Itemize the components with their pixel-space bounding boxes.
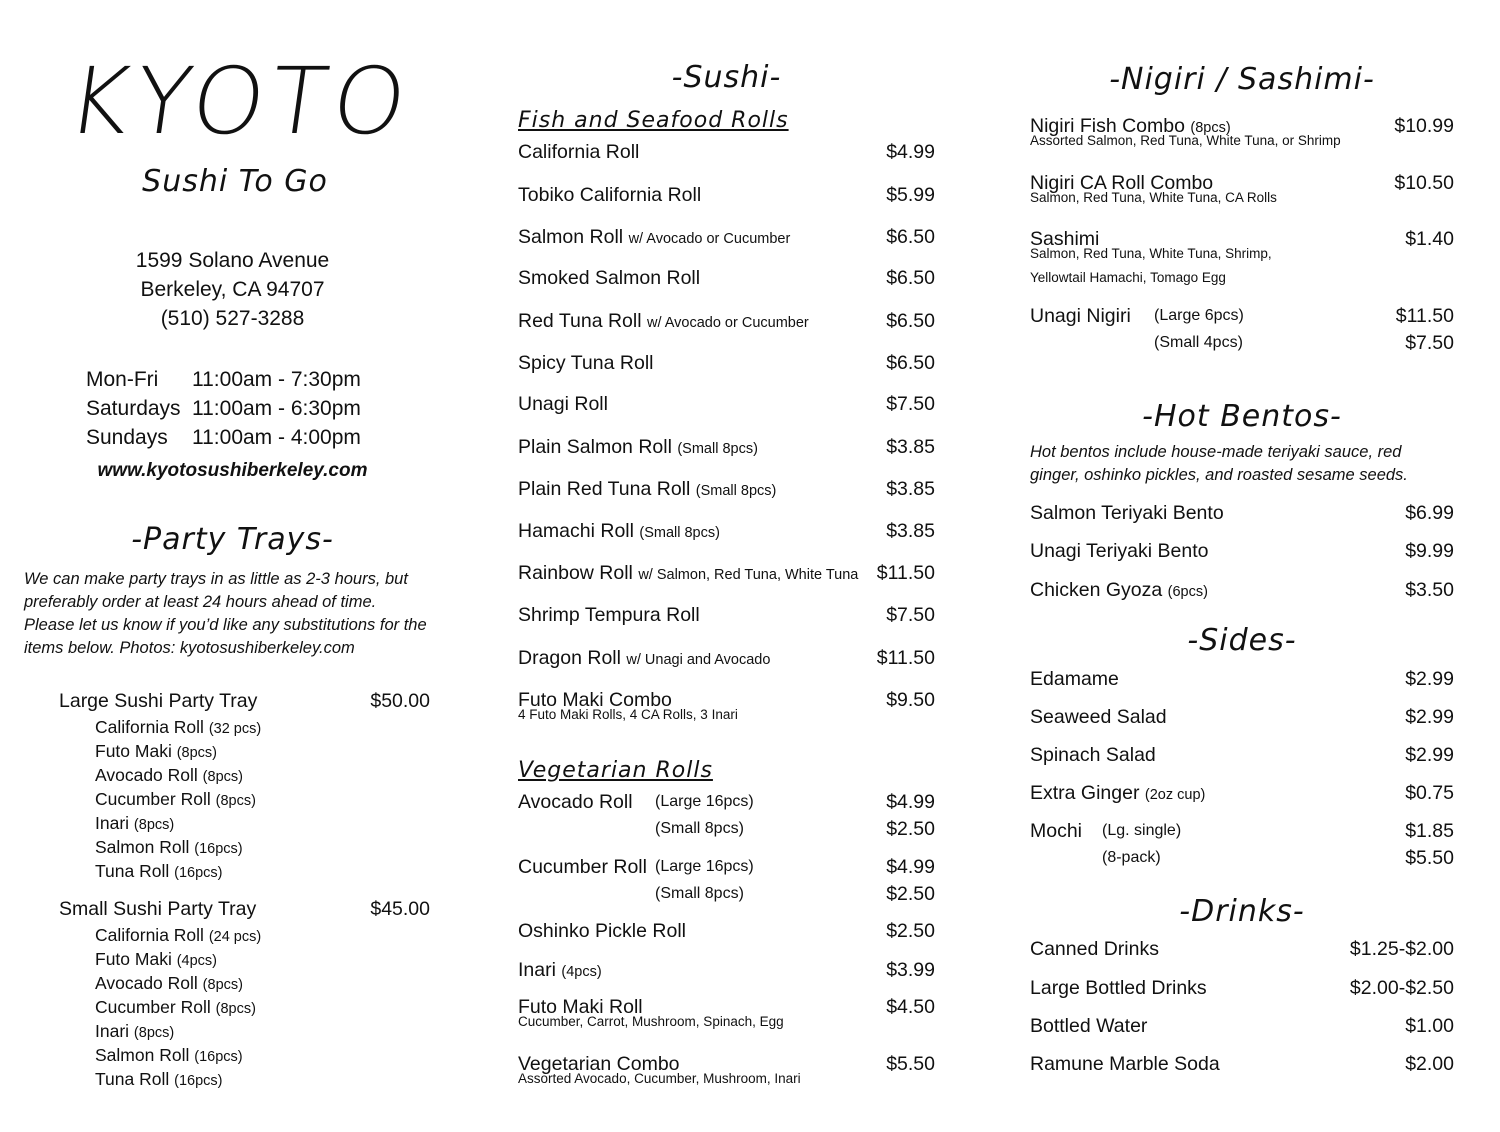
tray-content-item xyxy=(95,715,261,739)
item-price: $5.50 xyxy=(886,1053,935,1075)
item-note: (Small 8pcs) xyxy=(695,483,777,499)
menu-item xyxy=(518,855,935,905)
item-price: $1.00 xyxy=(1405,1015,1454,1037)
item-name: Bottled Water xyxy=(1030,1015,1148,1037)
tray-price: $50.00 xyxy=(370,690,430,712)
restaurant-subtitle: Sushi To Go xyxy=(142,164,328,199)
item-name: Sashimi xyxy=(1030,228,1100,250)
item-name: Ramune Marble Soda xyxy=(1030,1053,1220,1075)
content-name: Salmon Roll xyxy=(95,837,190,857)
tray-name: Large Sushi Party Tray xyxy=(59,690,258,712)
item-price: $11.50 xyxy=(876,562,935,584)
item-name: Seaweed Salad xyxy=(1030,706,1167,728)
item-name: Oshinko Pickle Roll xyxy=(518,920,686,942)
option-price: $4.99 xyxy=(886,791,935,813)
size-option: (Small 4pcs) xyxy=(1154,334,1243,351)
item-price: $6.50 xyxy=(886,310,935,332)
content-name: Tuna Roll xyxy=(95,1069,170,1089)
item-price: $3.50 xyxy=(1405,579,1454,601)
content-note: (8pcs) xyxy=(215,793,256,809)
item-price: $2.50 xyxy=(886,920,935,942)
address-street: 1599 Solano Avenue xyxy=(135,249,330,272)
item-name: Unagi Teriyaki Bento xyxy=(1030,540,1209,562)
content-name: Futo Maki xyxy=(95,741,172,761)
item-note: (Small 8pcs) xyxy=(639,525,720,541)
item-description: Salmon, Red Tuna, White Tuna, CA Rolls xyxy=(1030,190,1277,205)
restaurant-logo: KYOTO xyxy=(61,48,419,155)
content-name: California Roll xyxy=(95,925,204,945)
item-price: $1.40 xyxy=(1405,228,1454,250)
content-name: Futo Maki xyxy=(95,949,172,969)
menu-item xyxy=(518,266,935,290)
description-line: Please let us know if you’d like any substitutions for the xyxy=(24,616,427,634)
menu-item xyxy=(1030,976,1454,1000)
item-name: Large Bottled Drinks xyxy=(1030,977,1207,999)
item-price: $2.00 xyxy=(1405,1053,1454,1075)
menu-item xyxy=(518,351,935,375)
tray-content-item xyxy=(95,947,217,971)
menu-item xyxy=(1030,937,1454,961)
drinks-heading: -Drinks- xyxy=(1179,894,1305,929)
bentos-description xyxy=(1030,441,1408,487)
item-price: $6.50 xyxy=(886,267,935,289)
item-name: Shrimp Tempura Roll xyxy=(518,604,700,626)
menu-item xyxy=(1030,578,1454,602)
item-name: Futo Maki Combo xyxy=(518,689,672,711)
item-description: Salmon, Red Tuna, White Tuna, Shrimp, xyxy=(1030,246,1272,261)
description-line: items below. Photos: kyotosushiberkeley.com xyxy=(24,639,355,657)
item-description: Yellowtail Hamachi, Tomago Egg xyxy=(1030,270,1226,285)
tray-content-item xyxy=(95,995,256,1019)
content-note: (8pcs) xyxy=(133,1025,175,1041)
menu-item xyxy=(1030,819,1454,869)
menu-item xyxy=(518,435,935,459)
size-option: (Lg. single) xyxy=(1102,822,1182,839)
description-line: Hot bentos include house-made teriyaki sauce, red xyxy=(1030,443,1402,461)
hours-time: 11:00am - 4:00pm xyxy=(192,426,361,449)
item-name: Salmon Teriyaki Bento xyxy=(1030,502,1224,524)
item-description: Assorted Avocado, Cucumber, Mushroom, Inari xyxy=(518,1071,801,1086)
item-note: (4pcs) xyxy=(561,964,602,980)
item-price: $2.00-$2.50 xyxy=(1349,977,1454,999)
menu-item xyxy=(1030,501,1454,525)
phone-number: (510) 527-3288 xyxy=(160,307,305,330)
description-line: preferably order at least 24 hours ahead of time. xyxy=(24,593,377,611)
item-price: $9.50 xyxy=(886,689,935,711)
item-price: $3.85 xyxy=(886,520,935,542)
item-note: (8pcs) xyxy=(1190,120,1231,136)
content-note: (8pcs) xyxy=(202,977,243,993)
menu-item xyxy=(518,392,935,416)
hours-time: 11:00am - 6:30pm xyxy=(192,397,361,420)
menu-item xyxy=(518,919,935,943)
item-note: w/ Avocado or Cucumber xyxy=(628,231,791,247)
menu-item xyxy=(518,603,935,627)
size-option: (Large 16pcs) xyxy=(655,858,754,875)
tray-content-item xyxy=(95,739,217,763)
size-option: (Large 6pcs) xyxy=(1154,307,1244,324)
content-note: (16pcs) xyxy=(174,1073,223,1089)
tray-content-item xyxy=(95,811,174,835)
content-name: Cucumber Roll xyxy=(95,997,211,1017)
item-price: $3.85 xyxy=(886,436,935,458)
size-option: (Small 8pcs) xyxy=(655,885,744,902)
website-link[interactable]: www.kyotosushiberkeley.com xyxy=(97,460,368,481)
item-name: Nigiri Fish Combo xyxy=(1030,115,1185,137)
item-name: Extra Ginger xyxy=(1030,782,1140,804)
tray-content-item xyxy=(95,1067,222,1091)
item-price: $4.50 xyxy=(886,996,935,1018)
item-price: $6.99 xyxy=(1405,502,1454,524)
hours-time: 11:00am - 7:30pm xyxy=(192,368,361,391)
item-name: Smoked Salmon Roll xyxy=(518,267,701,289)
nigiri-heading: -Nigiri / Sashimi- xyxy=(1109,62,1375,97)
content-name: Avocado Roll xyxy=(95,765,198,785)
content-name: Cucumber Roll xyxy=(95,789,211,809)
content-note: (32 pcs) xyxy=(208,721,262,737)
content-name: Inari xyxy=(95,813,130,833)
party-trays-description xyxy=(24,568,427,660)
item-name: Rainbow Roll xyxy=(518,562,633,584)
item-name: Mochi xyxy=(1030,820,1083,842)
item-price: $10.50 xyxy=(1394,172,1454,194)
sides-heading: -Sides- xyxy=(1187,623,1297,658)
tray-content-item xyxy=(95,835,243,859)
tray-content-item xyxy=(95,859,222,883)
item-name: Vegetarian Combo xyxy=(518,1053,680,1075)
fish-rolls-subheading: Fish and Seafood Rolls xyxy=(518,108,789,133)
item-note: w/ Avocado or Cucumber xyxy=(647,315,809,331)
content-note: (24 pcs) xyxy=(208,929,262,945)
item-price: $2.99 xyxy=(1405,744,1454,766)
item-name: Canned Drinks xyxy=(1030,938,1159,960)
sushi-heading: -Sushi- xyxy=(671,60,782,95)
option-price: $5.50 xyxy=(1405,847,1454,869)
content-name: Inari xyxy=(95,1021,130,1041)
content-note: (8pcs) xyxy=(215,1001,256,1017)
content-note: (8pcs) xyxy=(133,817,175,833)
item-name: Red Tuna Roll xyxy=(518,310,642,332)
hot-bentos-heading: -Hot Bentos- xyxy=(1142,399,1342,434)
menu-item xyxy=(518,477,935,501)
menu-item xyxy=(518,958,935,982)
content-note: (8pcs) xyxy=(176,745,217,761)
item-name: Plain Salmon Roll xyxy=(518,436,672,458)
option-price: $4.99 xyxy=(886,856,935,878)
item-description: 4 Futo Maki Rolls, 4 CA Rolls, 3 Inari xyxy=(518,707,738,722)
item-price: $4.99 xyxy=(886,141,935,163)
item-note: (2oz cup) xyxy=(1144,787,1206,803)
item-price: $7.50 xyxy=(886,604,935,626)
option-price: $2.50 xyxy=(886,883,935,905)
menu-item xyxy=(518,140,935,164)
menu-item xyxy=(518,646,935,670)
content-name: California Roll xyxy=(95,717,204,737)
item-price: $7.50 xyxy=(886,393,935,415)
menu-item xyxy=(1030,304,1454,354)
item-price: $6.50 xyxy=(886,226,935,248)
tray-content-item xyxy=(95,1043,243,1067)
size-option: (Small 8pcs) xyxy=(655,820,744,837)
item-price: $1.25-$2.00 xyxy=(1349,938,1454,960)
content-note: (4pcs) xyxy=(176,953,217,969)
content-note: (16pcs) xyxy=(194,841,243,857)
item-price: $3.99 xyxy=(886,959,935,981)
content-note: (8pcs) xyxy=(202,769,243,785)
item-note: w/ Unagi and Avocado xyxy=(626,652,771,668)
content-name: Salmon Roll xyxy=(95,1045,190,1065)
item-description: Assorted Salmon, Red Tuna, White Tuna, or Shrimp xyxy=(1030,133,1341,148)
vegetarian-rolls-subheading: Vegetarian Rolls xyxy=(518,758,713,783)
item-price: $2.99 xyxy=(1405,706,1454,728)
item-price: $5.99 xyxy=(886,184,935,206)
party-tray xyxy=(59,689,430,713)
description-line: ginger, oshinko pickles, and roasted sesame seeds. xyxy=(1030,466,1408,484)
tray-content-item xyxy=(95,971,243,995)
item-name: Avocado Roll xyxy=(518,791,633,813)
menu-item xyxy=(518,309,935,333)
menu-item xyxy=(1030,1014,1454,1038)
party-trays-heading: -Party Trays- xyxy=(131,522,334,557)
tray-content-item xyxy=(95,1019,174,1043)
item-name: Dragon Roll xyxy=(518,647,621,669)
hours-day: Mon-Fri xyxy=(86,368,159,391)
tray-content-item xyxy=(95,787,256,811)
menu-item xyxy=(1030,781,1454,805)
item-name: Hamachi Roll xyxy=(518,520,634,542)
option-price: $1.85 xyxy=(1405,820,1454,842)
description-line: We can make party trays in as little as 2-3 hours, but xyxy=(24,570,408,588)
item-name: Salmon Roll xyxy=(518,226,624,248)
menu-item xyxy=(518,183,935,207)
item-name: Inari xyxy=(518,959,556,981)
content-name: Tuna Roll xyxy=(95,861,170,881)
item-name: Tobiko California Roll xyxy=(518,184,702,206)
party-tray xyxy=(59,897,430,921)
item-name: California Roll xyxy=(518,141,640,163)
item-price: $2.99 xyxy=(1405,668,1454,690)
item-name: Chicken Gyoza xyxy=(1030,579,1163,601)
item-name: Edamame xyxy=(1030,668,1119,690)
item-price: $11.50 xyxy=(876,647,935,669)
item-note: w/ Salmon, Red Tuna, White Tuna xyxy=(638,567,859,583)
menu-item xyxy=(1030,1052,1454,1076)
item-name: Unagi Roll xyxy=(518,393,608,415)
item-name: Spicy Tuna Roll xyxy=(518,352,654,374)
hours-day: Sundays xyxy=(86,426,168,449)
item-price: $6.50 xyxy=(886,352,935,374)
item-description: Cucumber, Carrot, Mushroom, Spinach, Egg xyxy=(518,1014,784,1029)
hours-day: Saturdays xyxy=(86,397,181,420)
item-price: $0.75 xyxy=(1405,782,1454,804)
tray-content-item xyxy=(95,763,243,787)
item-note: (6pcs) xyxy=(1167,584,1208,600)
tray-content-item xyxy=(95,923,261,947)
item-name: Plain Red Tuna Roll xyxy=(518,478,691,500)
item-name: Futo Maki Roll xyxy=(518,996,643,1018)
item-note: (Small 8pcs) xyxy=(677,441,758,457)
option-price: $2.50 xyxy=(886,818,935,840)
address-city: Berkeley, CA 94707 xyxy=(140,278,325,301)
size-option: (8-pack) xyxy=(1102,849,1161,866)
item-name: Cucumber Roll xyxy=(518,856,647,878)
item-name: Unagi Nigiri xyxy=(1030,305,1131,327)
menu-item xyxy=(1030,539,1454,563)
option-price: $11.50 xyxy=(1395,305,1454,327)
item-name: Spinach Salad xyxy=(1030,744,1156,766)
content-note: (16pcs) xyxy=(194,1049,243,1065)
content-note: (16pcs) xyxy=(174,865,223,881)
menu-item xyxy=(1030,705,1454,729)
menu-item xyxy=(518,561,935,585)
menu-item xyxy=(518,519,935,543)
tray-price: $45.00 xyxy=(370,898,430,920)
item-name: Nigiri CA Roll Combo xyxy=(1030,172,1214,194)
menu-item xyxy=(1030,743,1454,767)
size-option: (Large 16pcs) xyxy=(655,793,754,810)
content-name: Avocado Roll xyxy=(95,973,198,993)
item-price: $3.85 xyxy=(886,478,935,500)
option-price: $7.50 xyxy=(1405,332,1454,354)
menu-item xyxy=(1030,667,1454,691)
tray-name: Small Sushi Party Tray xyxy=(59,898,257,920)
item-price: $9.99 xyxy=(1405,540,1454,562)
menu-item xyxy=(518,225,935,249)
item-price: $10.99 xyxy=(1394,115,1454,137)
menu-item xyxy=(518,790,935,840)
